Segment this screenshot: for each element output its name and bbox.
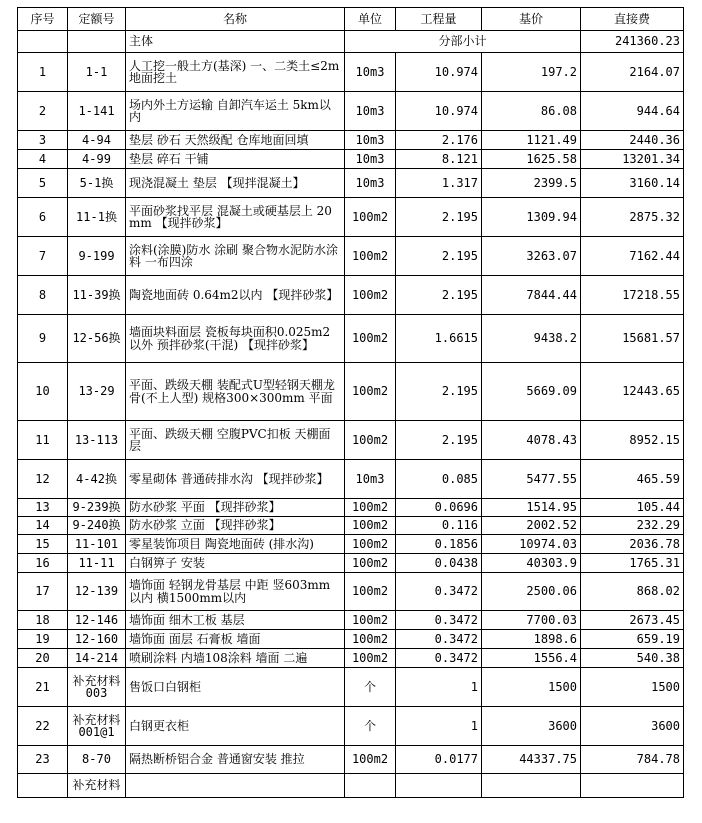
table-row bbox=[18, 460, 684, 499]
row-code: 12-56换 bbox=[68, 315, 126, 363]
row-total: 12443.65 bbox=[581, 363, 684, 421]
row-unit: 100m2 bbox=[345, 535, 396, 554]
table-row bbox=[18, 707, 684, 746]
row-total: 17218.55 bbox=[581, 276, 684, 315]
row-quantity: 10.974 bbox=[396, 92, 482, 131]
row-seq: 12 bbox=[18, 460, 68, 499]
row-total: 540.38 bbox=[581, 649, 684, 668]
row-name: 垫层 碎石 干铺 bbox=[126, 150, 345, 169]
row-seq: 23 bbox=[18, 746, 68, 774]
row-total: 1765.31 bbox=[581, 554, 684, 573]
header-quantity: 工程量 bbox=[396, 8, 482, 31]
row-code: 12-160 bbox=[68, 630, 126, 649]
subtotal-amount: 241360.23 bbox=[581, 31, 684, 53]
row-unit: 100m2 bbox=[345, 554, 396, 573]
row-quantity: 1.6615 bbox=[396, 315, 482, 363]
row-seq: 2 bbox=[18, 92, 68, 131]
row-total: 784.78 bbox=[581, 746, 684, 774]
table-row bbox=[18, 198, 684, 237]
row-code: 11-11 bbox=[68, 554, 126, 573]
row-total: 7162.44 bbox=[581, 237, 684, 276]
header-seq: 序号 bbox=[18, 8, 68, 31]
row-name: 墙饰面 细木工板 基层 bbox=[126, 611, 345, 630]
row-quantity: 0.085 bbox=[396, 460, 482, 499]
row-quantity: 0.3472 bbox=[396, 611, 482, 630]
row-total: 659.19 bbox=[581, 630, 684, 649]
row-price: 1121.49 bbox=[482, 131, 581, 150]
row-name: 隔热断桥铝合金 普通窗安装 推拉 bbox=[126, 746, 345, 774]
header-total: 直接费 bbox=[581, 8, 684, 31]
quantity-table bbox=[17, 7, 684, 798]
row-quantity: 1 bbox=[396, 707, 482, 746]
row-unit: 100m2 bbox=[345, 746, 396, 774]
row-total: 232.29 bbox=[581, 517, 684, 535]
row-price: 1309.94 bbox=[482, 198, 581, 237]
row-quantity: 8.121 bbox=[396, 150, 482, 169]
row-name: 喷刷涂料 内墙108涂料 墙面 二遍 bbox=[126, 649, 345, 668]
row-unit: 100m2 bbox=[345, 276, 396, 315]
row-unit: 100m2 bbox=[345, 573, 396, 611]
row-price: 40303.9 bbox=[482, 554, 581, 573]
table-row bbox=[18, 649, 684, 668]
header-row bbox=[18, 8, 684, 31]
row-code: 11-39换 bbox=[68, 276, 126, 315]
row-name: 垫层 砂石 天然级配 仓库地面回填 bbox=[126, 131, 345, 150]
row-unit: 100m2 bbox=[345, 198, 396, 237]
row-unit: 100m2 bbox=[345, 363, 396, 421]
row-seq: 1 bbox=[18, 53, 68, 92]
row-seq: 6 bbox=[18, 198, 68, 237]
row-unit: 个 bbox=[345, 707, 396, 746]
row-name: 防水砂浆 平面 【现拌砂浆】 bbox=[126, 499, 345, 517]
row-seq: 21 bbox=[18, 668, 68, 707]
row-price: 10974.03 bbox=[482, 535, 581, 554]
row-unit: 10m3 bbox=[345, 150, 396, 169]
row-quantity: 2.195 bbox=[396, 237, 482, 276]
row-price: 1514.95 bbox=[482, 499, 581, 517]
table-row bbox=[18, 237, 684, 276]
row-price: 3263.07 bbox=[482, 237, 581, 276]
row-name: 场内外土方运输 自卸汽车运土 5km以内 bbox=[126, 92, 345, 131]
row-seq: 22 bbox=[18, 707, 68, 746]
row-total: 2164.07 bbox=[581, 53, 684, 92]
row-unit: 100m2 bbox=[345, 237, 396, 276]
row-seq: 8 bbox=[18, 276, 68, 315]
row-code: 4-94 bbox=[68, 131, 126, 150]
row-total: 2036.78 bbox=[581, 535, 684, 554]
row-total: 465.59 bbox=[581, 460, 684, 499]
row-total: 944.64 bbox=[581, 92, 684, 131]
row-price: 2500.06 bbox=[482, 573, 581, 611]
table-row bbox=[18, 611, 684, 630]
row-price: 3600 bbox=[482, 707, 581, 746]
table-row bbox=[18, 774, 684, 798]
row-code: 9-199 bbox=[68, 237, 126, 276]
row-unit: 100m2 bbox=[345, 421, 396, 460]
row-price: 9438.2 bbox=[482, 315, 581, 363]
row-code: 11-1换 bbox=[68, 198, 126, 237]
row-code: 13-29 bbox=[68, 363, 126, 421]
row-total: 3160.14 bbox=[581, 169, 684, 198]
row-seq: 20 bbox=[18, 649, 68, 668]
row-name: 墙饰面 轻钢龙骨基层 中距 竖603mm以内 横1500mm以内 bbox=[126, 573, 345, 611]
row-unit: 100m2 bbox=[345, 499, 396, 517]
header-code: 定额号 bbox=[68, 8, 126, 31]
subtotal-label: 分部小计 bbox=[345, 31, 581, 53]
row-name: 零星砌体 普通砖排水沟 【现拌砂浆】 bbox=[126, 460, 345, 499]
row-code: 4-99 bbox=[68, 150, 126, 169]
row-unit: 100m2 bbox=[345, 611, 396, 630]
row-name: 防水砂浆 立面 【现拌砂浆】 bbox=[126, 517, 345, 535]
row-name: 平面、跌级天棚 空腹PVC扣板 天棚面层 bbox=[126, 421, 345, 460]
row-unit: 100m2 bbox=[345, 630, 396, 649]
header-unit: 单位 bbox=[345, 8, 396, 31]
row-total: 13201.34 bbox=[581, 150, 684, 169]
row-seq: 4 bbox=[18, 150, 68, 169]
row-total: 2673.45 bbox=[581, 611, 684, 630]
row-quantity: 2.195 bbox=[396, 421, 482, 460]
row-name: 售饭口白钢柜 bbox=[126, 668, 345, 707]
row-seq bbox=[18, 774, 68, 798]
row-quantity: 2.195 bbox=[396, 198, 482, 237]
row-quantity: 2.176 bbox=[396, 131, 482, 150]
row-seq: 11 bbox=[18, 421, 68, 460]
row-seq: 7 bbox=[18, 237, 68, 276]
table-row bbox=[18, 517, 684, 535]
subtotal-row bbox=[18, 31, 684, 53]
table-row bbox=[18, 131, 684, 150]
table-row bbox=[18, 421, 684, 460]
row-price: 1898.6 bbox=[482, 630, 581, 649]
table-row bbox=[18, 92, 684, 131]
subtotal-name: 主体 bbox=[126, 31, 345, 53]
row-code: 9-240换 bbox=[68, 517, 126, 535]
row-unit: 100m2 bbox=[345, 649, 396, 668]
row-name: 墙饰面 面层 石膏板 墙面 bbox=[126, 630, 345, 649]
row-code: 12-139 bbox=[68, 573, 126, 611]
table-row bbox=[18, 668, 684, 707]
row-unit: 10m3 bbox=[345, 460, 396, 499]
row-seq: 16 bbox=[18, 554, 68, 573]
row-unit: 100m2 bbox=[345, 315, 396, 363]
row-seq: 17 bbox=[18, 573, 68, 611]
row-total: 2875.32 bbox=[581, 198, 684, 237]
row-quantity: 2.195 bbox=[396, 276, 482, 315]
row-code: 补充材料003 bbox=[68, 668, 126, 707]
row-price: 7844.44 bbox=[482, 276, 581, 315]
header-price: 基价 bbox=[482, 8, 581, 31]
row-unit: 10m3 bbox=[345, 53, 396, 92]
row-price: 5669.09 bbox=[482, 363, 581, 421]
row-code: 12-146 bbox=[68, 611, 126, 630]
table-row bbox=[18, 573, 684, 611]
row-name: 陶瓷地面砖 0.64m2以内 【现拌砂浆】 bbox=[126, 276, 345, 315]
row-total: 105.44 bbox=[581, 499, 684, 517]
row-name: 零星装饰项目 陶瓷地面砖 (排水沟) bbox=[126, 535, 345, 554]
table-row bbox=[18, 315, 684, 363]
row-price: 5477.55 bbox=[482, 460, 581, 499]
row-price: 197.2 bbox=[482, 53, 581, 92]
row-quantity: 0.0696 bbox=[396, 499, 482, 517]
row-total bbox=[581, 774, 684, 798]
row-quantity: 0.1856 bbox=[396, 535, 482, 554]
row-name: 墙面块料面层 瓷板每块面积0.025m2以外 预拌砂浆(干混) 【现拌砂浆】 bbox=[126, 315, 345, 363]
row-seq: 13 bbox=[18, 499, 68, 517]
row-name: 白钢更衣柜 bbox=[126, 707, 345, 746]
row-name: 人工挖一般土方(基深) 一、二类土≤2m 地面挖土 bbox=[126, 53, 345, 92]
row-total: 15681.57 bbox=[581, 315, 684, 363]
row-code: 1-1 bbox=[68, 53, 126, 92]
row-name: 现浇混凝土 垫层 【现拌混凝土】 bbox=[126, 169, 345, 198]
table-row bbox=[18, 169, 684, 198]
row-price: 2399.5 bbox=[482, 169, 581, 198]
row-name: 平面砂浆找平层 混凝土或硬基层上 20mm 【现拌砂浆】 bbox=[126, 198, 345, 237]
row-price: 86.08 bbox=[482, 92, 581, 131]
row-unit: 100m2 bbox=[345, 517, 396, 535]
row-code: 补充材料 bbox=[68, 774, 126, 798]
row-price: 4078.43 bbox=[482, 421, 581, 460]
row-name: 涂料(涂膜)防水 涂刷 聚合物水泥防水涂料 一布四涂 bbox=[126, 237, 345, 276]
row-quantity: 0.3472 bbox=[396, 630, 482, 649]
row-quantity: 0.3472 bbox=[396, 573, 482, 611]
row-code: 补充材料001@1 bbox=[68, 707, 126, 746]
row-name: 平面、跌级天棚 装配式U型轻钢天棚龙骨(不上人型) 规格300×300mm 平面 bbox=[126, 363, 345, 421]
row-code: 4-42换 bbox=[68, 460, 126, 499]
row-total: 868.02 bbox=[581, 573, 684, 611]
table-row bbox=[18, 535, 684, 554]
table-row bbox=[18, 363, 684, 421]
row-quantity: 10.974 bbox=[396, 53, 482, 92]
row-code: 9-239换 bbox=[68, 499, 126, 517]
row-price bbox=[482, 774, 581, 798]
row-quantity bbox=[396, 774, 482, 798]
row-unit: 个 bbox=[345, 668, 396, 707]
row-price: 2002.52 bbox=[482, 517, 581, 535]
table-row bbox=[18, 630, 684, 649]
row-seq: 9 bbox=[18, 315, 68, 363]
row-seq: 14 bbox=[18, 517, 68, 535]
table-row bbox=[18, 746, 684, 774]
row-unit: 10m3 bbox=[345, 92, 396, 131]
row-total: 8952.15 bbox=[581, 421, 684, 460]
table-row bbox=[18, 150, 684, 169]
row-price: 1556.4 bbox=[482, 649, 581, 668]
row-seq: 5 bbox=[18, 169, 68, 198]
row-total: 1500 bbox=[581, 668, 684, 707]
table-row bbox=[18, 554, 684, 573]
row-code: 13-113 bbox=[68, 421, 126, 460]
row-quantity: 0.3472 bbox=[396, 649, 482, 668]
row-seq: 10 bbox=[18, 363, 68, 421]
row-seq: 15 bbox=[18, 535, 68, 554]
row-unit: 10m3 bbox=[345, 169, 396, 198]
row-quantity: 1.317 bbox=[396, 169, 482, 198]
row-seq: 18 bbox=[18, 611, 68, 630]
header-name: 名称 bbox=[126, 8, 345, 31]
row-code: 5-1换 bbox=[68, 169, 126, 198]
row-quantity: 1 bbox=[396, 668, 482, 707]
table-row bbox=[18, 276, 684, 315]
row-price: 7700.03 bbox=[482, 611, 581, 630]
row-unit bbox=[345, 774, 396, 798]
row-quantity: 0.0438 bbox=[396, 554, 482, 573]
table-row bbox=[18, 499, 684, 517]
row-quantity: 0.0177 bbox=[396, 746, 482, 774]
row-name: 白钢箅子 安装 bbox=[126, 554, 345, 573]
row-total: 2440.36 bbox=[581, 131, 684, 150]
row-price: 1625.58 bbox=[482, 150, 581, 169]
row-code: 14-214 bbox=[68, 649, 126, 668]
row-code: 8-70 bbox=[68, 746, 126, 774]
row-code: 1-141 bbox=[68, 92, 126, 131]
row-unit: 10m3 bbox=[345, 131, 396, 150]
row-price: 44337.75 bbox=[482, 746, 581, 774]
row-code: 11-101 bbox=[68, 535, 126, 554]
row-price: 1500 bbox=[482, 668, 581, 707]
row-seq: 3 bbox=[18, 131, 68, 150]
row-quantity: 0.116 bbox=[396, 517, 482, 535]
row-seq: 19 bbox=[18, 630, 68, 649]
row-quantity: 2.195 bbox=[396, 363, 482, 421]
row-name bbox=[126, 774, 345, 798]
row-total: 3600 bbox=[581, 707, 684, 746]
table-row bbox=[18, 53, 684, 92]
